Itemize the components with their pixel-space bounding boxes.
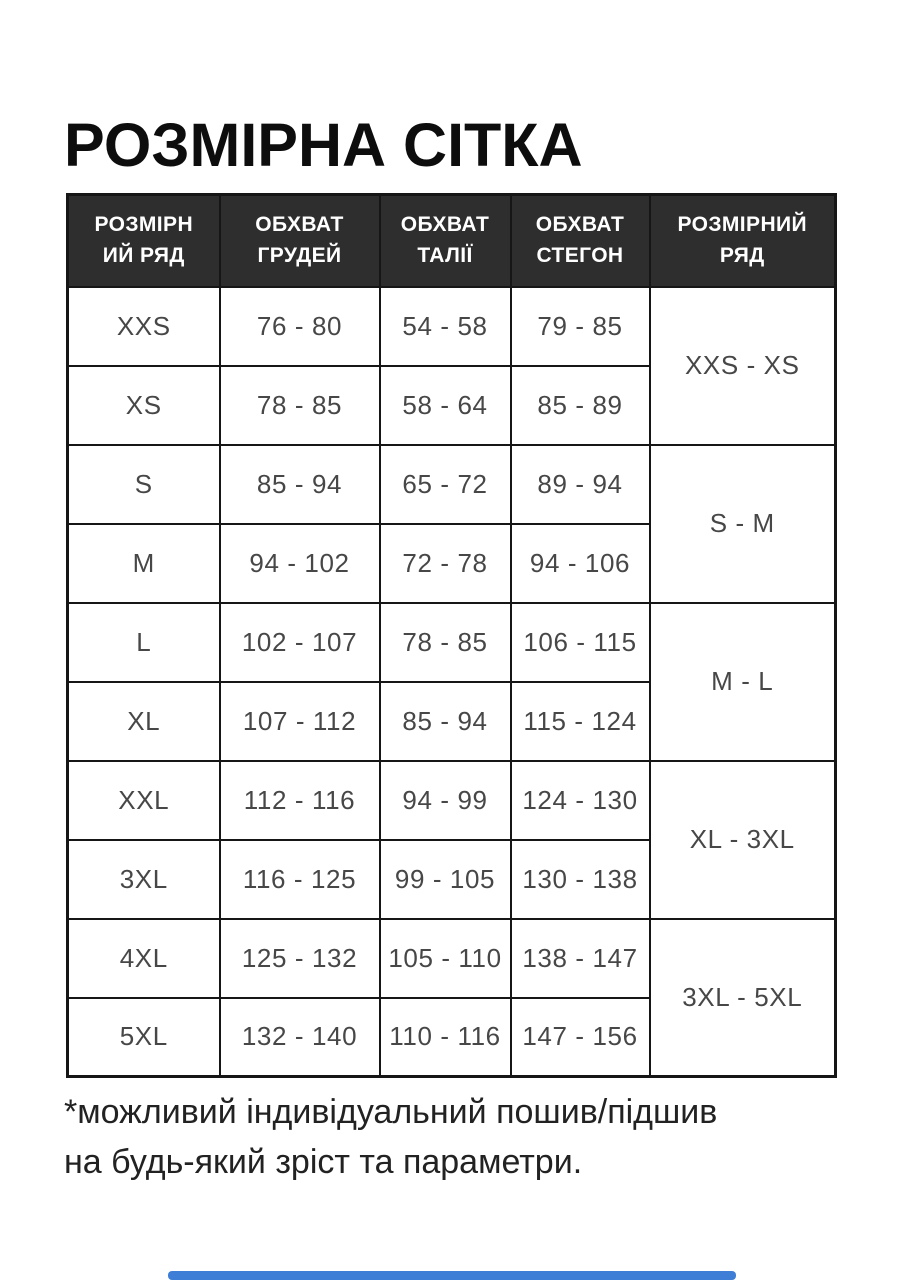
size-cell: XL [68,682,220,761]
header-chest-column [220,195,380,287]
header-label-line: РОЗМІРНИЙ [677,213,807,237]
chest-cell: 116 - 125 [220,840,380,919]
header-label-line: РОЗМІРН [94,213,194,237]
waist-cell: 65 - 72 [380,445,511,524]
size-group-cell: 3XL - 5XL [650,919,836,1077]
header-label-line: ГРУДЕЙ [257,243,342,267]
hips-cell: 79 - 85 [511,287,650,366]
header-label-line: РЯД [719,243,765,267]
waist-cell: 85 - 94 [380,682,511,761]
waist-cell: 72 - 78 [380,524,511,603]
size-cell: XXS [68,287,220,366]
table-row [68,287,836,366]
hips-cell: 138 - 147 [511,919,650,998]
size-cell: 4XL [68,919,220,998]
chest-cell: 125 - 132 [220,919,380,998]
waist-cell: 54 - 58 [380,287,511,366]
header-label-line: СТЕГОН [536,243,624,267]
header-label-line: ИЙ РЯД [102,243,185,267]
table-row [68,603,836,682]
waist-cell: 110 - 116 [380,998,511,1077]
hips-cell: 89 - 94 [511,445,650,524]
hips-cell: 124 - 130 [511,761,650,840]
footnote [64,1088,717,1188]
hips-cell: 85 - 89 [511,366,650,445]
header-waist-column [380,195,511,287]
chest-cell: 112 - 116 [220,761,380,840]
header-size-range-column [650,195,836,287]
size-chart-header [68,195,836,287]
size-cell: 3XL [68,840,220,919]
table-row [68,761,836,840]
header-label-line: ОБХВАТ [400,213,490,237]
size-group-cell: XL - 3XL [650,761,836,919]
table-row [68,919,836,998]
size-cell: 5XL [68,998,220,1077]
footnote-line-2: на будь-який зріст та параметри. [64,1142,583,1181]
chest-cell: 132 - 140 [220,998,380,1077]
chest-cell: 94 - 102 [220,524,380,603]
size-cell: M [68,524,220,603]
header-row [68,195,836,287]
size-chart-body [68,287,836,1077]
size-group-cell: XXS - XS [650,287,836,445]
waist-cell: 58 - 64 [380,366,511,445]
hips-cell: 115 - 124 [511,682,650,761]
hips-cell: 94 - 106 [511,524,650,603]
waist-cell: 94 - 99 [380,761,511,840]
waist-cell: 99 - 105 [380,840,511,919]
hips-cell: 106 - 115 [511,603,650,682]
size-group-cell: M - L [650,603,836,761]
size-chart-table [66,193,837,1078]
chest-cell: 102 - 107 [220,603,380,682]
hips-cell: 147 - 156 [511,998,650,1077]
table-row [68,445,836,524]
chest-cell: 76 - 80 [220,287,380,366]
header-size-column [68,195,220,287]
hips-cell: 130 - 138 [511,840,650,919]
header-hips-column [511,195,650,287]
size-cell: XS [68,366,220,445]
size-cell: XXL [68,761,220,840]
size-cell: S [68,445,220,524]
chest-cell: 107 - 112 [220,682,380,761]
size-group-cell: S - M [650,445,836,603]
bottom-scroll-indicator[interactable] [168,1271,736,1280]
waist-cell: 105 - 110 [380,919,511,998]
waist-cell: 78 - 85 [380,603,511,682]
size-cell: L [68,603,220,682]
chest-cell: 85 - 94 [220,445,380,524]
page-title: РОЗМІРНА СІТКА [64,111,583,179]
chest-cell: 78 - 85 [220,366,380,445]
header-label-line: ОБХВАТ [255,213,344,237]
footnote-line-1: *можливий індивідуальний пошив/підшив [64,1093,718,1131]
header-label-line: ОБХВАТ [535,213,625,237]
header-label-line: ТАЛІЇ [417,243,473,267]
